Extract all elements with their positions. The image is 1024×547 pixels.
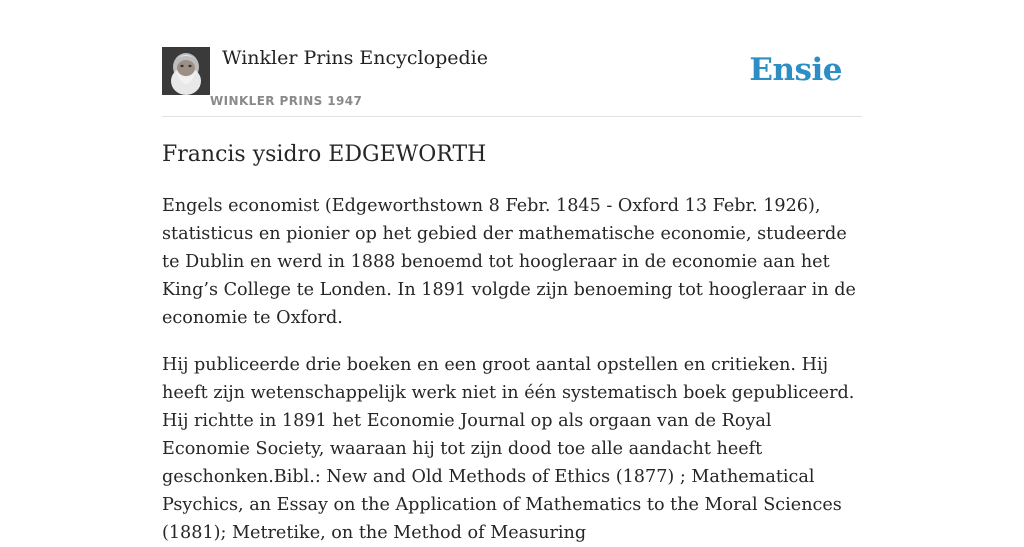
source-tag[interactable]: WINKLER PRINS 1947 [210, 94, 363, 108]
header [162, 0, 862, 117]
bearded-man-portrait-icon [162, 47, 210, 95]
article-paragraph: Hij publiceerde drie boeken en een groot aantal opstellen en critieken. Hij heeft zijn wetenschappelijk werk niet in één systematisch boek gepubliceerd. Hij richtte in 1891 het Economie Journal op als orgaan van de Royal Economie Society, waaraan hij tot zijn dood toe alle aandacht heeft geschonken.Bibl.: New and Old Methods of Ethics (1877) ; Mathematical Psychics, an Essay on the Application of Mathematics to the Moral Sciences (1881); Metretike, on the Method of Measuring [162, 355, 855, 543]
author-avatar[interactable] [162, 47, 210, 95]
article-title: Francis ysidro EDGEWORTH [162, 142, 487, 167]
brand-logo[interactable]: Ensie [749, 52, 842, 88]
site-title[interactable]: Winkler Prins Encyclopedie [222, 47, 488, 69]
article [162, 138, 862, 547]
article-paragraph: Engels economist (Edgeworthstown 8 Febr. 1845 - Oxford 13 Febr. 1926), statisticus en pionier op het gebied der mathematische economie, studeerde te Dublin en werd in 1888 benoemd tot hoogleraar in de economie aan het King’s College te Londen. In 1891 volgde zijn benoeming tot hoogleraar in de economie te Oxford. [162, 196, 856, 328]
